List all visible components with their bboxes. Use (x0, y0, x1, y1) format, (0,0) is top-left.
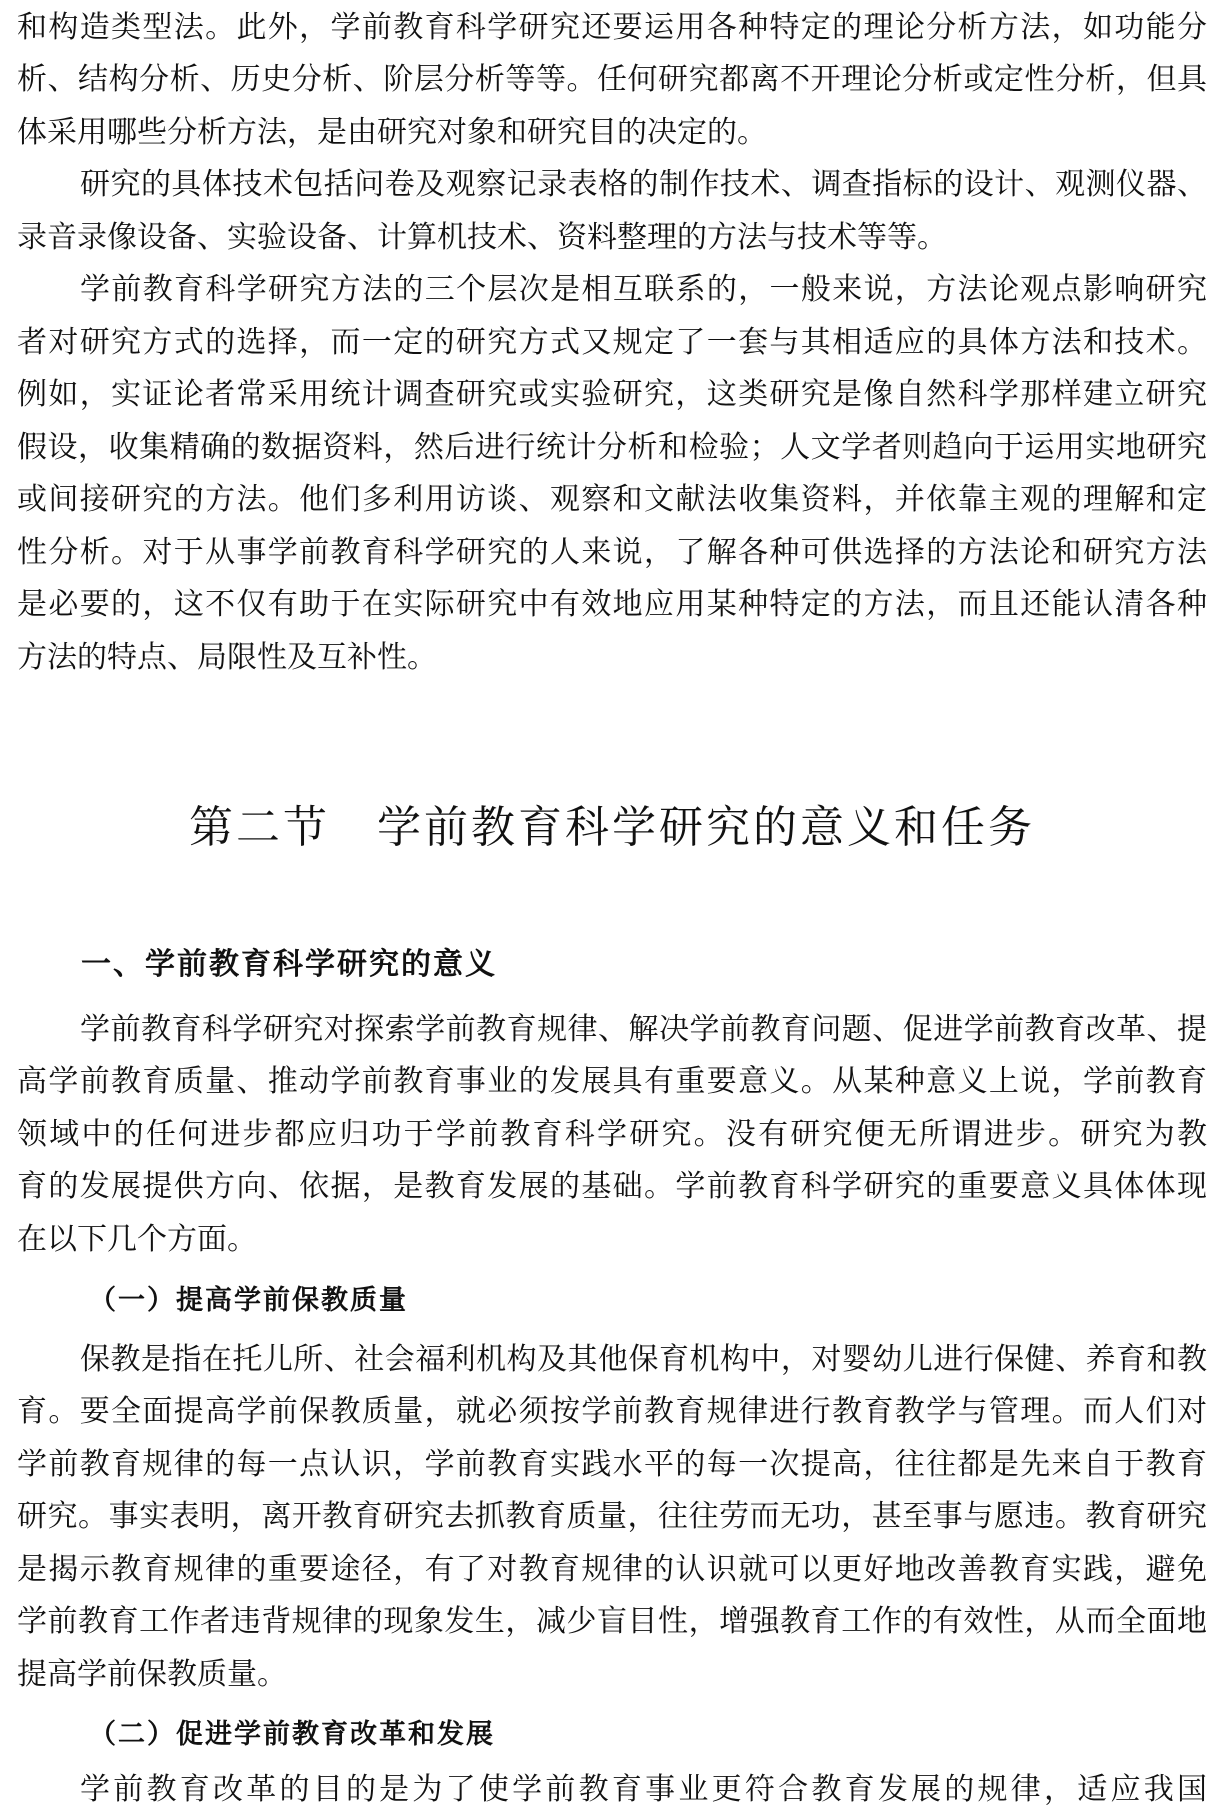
body-text-line: 例如，实证论者常采用统计调查研究或实验研究，这类研究是像自然科学那样建立研究 (17, 377, 1207, 412)
subsection-heading: 一、学前教育科学研究的意义 (81, 947, 497, 982)
body-text-line: 学前教育工作者违背规律的现象发生，减少盲目性，增强教育工作的有效性，从而全面地 (17, 1604, 1207, 1639)
item-heading: （二）促进学前教育改革和发展 (89, 1719, 495, 1750)
body-text-line: 研究的具体技术包括问卷及观察记录表格的制作技术、调查指标的设计、观测仪器、 (80, 167, 1207, 202)
body-text-line: 是必要的，这不仅有助于在实际研究中有效地应用某种特定的方法，而且还能认清各种 (17, 587, 1207, 622)
body-text-line: 性分析。对于从事学前教育科学研究的人来说，了解各种可供选择的方法论和研究方法 (17, 535, 1207, 570)
body-text-line: 研究。事实表明，离开教育研究去抓教育质量，往往劳而无功，甚至事与愿违。教育研究 (17, 1499, 1207, 1534)
body-text-line: 学前教育规律的每一点认识，学前教育实践水平的每一次提高，往往都是先来自于教育 (17, 1447, 1207, 1482)
body-text-line: 保教是指在托儿所、社会福利机构及其他保育机构中，对婴幼儿进行保健、养育和教 (80, 1342, 1207, 1377)
body-text-line: 育。要全面提高学前保教质量，就必须按学前教育规律进行教育教学与管理。而人们对 (17, 1394, 1207, 1429)
body-text-line: 高学前教育质量、推动学前教育事业的发展具有重要意义。从某种意义上说，学前教育 (17, 1064, 1207, 1099)
body-text-line: 提高学前保教质量。 (17, 1657, 287, 1692)
section-title: 第二节 学前教育科学研究的意义和任务 (189, 802, 1035, 853)
body-text-line: 学前教育科学研究对探索学前教育规律、解决学前教育问题、促进学前教育改革、提 (80, 1012, 1207, 1047)
body-text-line: 方法的特点、局限性及互补性。 (17, 640, 437, 675)
item-heading: （一）提高学前保教质量 (89, 1285, 408, 1316)
body-text-line: 和构造类型法。此外，学前教育科学研究还要运用各种特定的理论分析方法，如功能分 (17, 10, 1207, 45)
body-text-line: 录音录像设备、实验设备、计算机技术、资料整理的方法与技术等等。 (17, 220, 947, 255)
body-text-line: 析、结构分析、历史分析、阶层分析等等。任何研究都离不开理论分析或定性分析，但具 (17, 62, 1207, 97)
body-text-line: 体采用哪些分析方法，是由研究对象和研究目的决定的。 (17, 115, 767, 150)
body-text-line: 假设，收集精确的数据资料，然后进行统计分析和检验；人文学者则趋向于运用实地研究 (17, 430, 1207, 465)
body-text-line: 育的发展提供方向、依据，是教育发展的基础。学前教育科学研究的重要意义具体体现 (17, 1169, 1207, 1204)
body-text-line: 学前教育改革的目的是为了使学前教育事业更符合教育发展的规律，适应我国 (80, 1772, 1207, 1807)
body-text-line: 者对研究方式的选择，而一定的研究方式又规定了一套与其相适应的具体方法和技术。 (17, 325, 1207, 360)
body-text-line: 学前教育科学研究方法的三个层次是相互联系的，一般来说，方法论观点影响研究 (80, 272, 1207, 307)
body-text-line: 在以下几个方面。 (17, 1222, 257, 1257)
body-text-line: 或间接研究的方法。他们多利用访谈、观察和文献法收集资料，并依靠主观的理解和定 (17, 482, 1207, 517)
body-text-line: 领域中的任何进步都应归功于学前教育科学研究。没有研究便无所谓进步。研究为教 (17, 1117, 1207, 1152)
body-text-line: 是揭示教育规律的重要途径，有了对教育规律的认识就可以更好地改善教育实践，避免 (17, 1552, 1207, 1587)
